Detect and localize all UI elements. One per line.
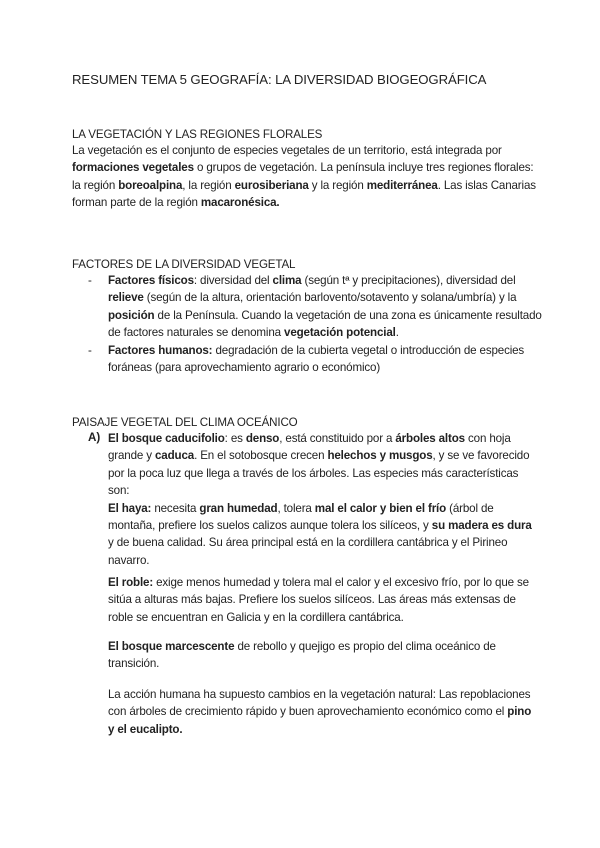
paragraph-marcescente: [108, 638, 540, 673]
paragraph-roble: [108, 574, 540, 626]
text-run: y la región: [308, 178, 367, 192]
text-run: : diversidad del: [193, 274, 273, 287]
bold-term: su madera es dura: [431, 519, 532, 533]
bold-term: El haya:: [108, 501, 152, 515]
text-run: de la Península. Cuando la vegetación de una zona es únicamente resultado de factores naturales se denomina: [108, 308, 542, 340]
bold-term: denso: [245, 432, 280, 445]
text-run: La acción humana ha supuesto cambios en la vegetación natural: Las repoblaciones con árboles de crecimiento rápido y buen aprovechamiento económico como el: [108, 688, 531, 719]
text-run: .: [395, 326, 399, 340]
text-run: : es: [224, 432, 246, 445]
text-run: (árbol de montaña, prefiere los suelos calizos aunque tolera los silíceos, y: [108, 501, 494, 533]
bold-term: relieve: [108, 291, 144, 305]
text-run: o grupos de vegetación. La península incluye tres regiones florales: la región: [72, 161, 534, 192]
text-run: , está constituido por a: [279, 432, 396, 445]
paragraph-caducifolio: [108, 430, 540, 569]
bold-term: El bosque marcescente: [108, 640, 235, 653]
list-letter: A): [88, 431, 101, 444]
bold-term: pino y el eucalipto.: [108, 705, 532, 736]
bold-term: eurosiberiana: [234, 178, 309, 192]
list-item: [72, 272, 542, 342]
text-run: degradación de la cubierta vegetal o introducción de especies foráneas (para aprovechamiento agrario o económico): [108, 343, 525, 375]
paragraph-accion-humana: [108, 686, 540, 738]
dash-bullet: -: [88, 343, 92, 357]
list-item: [72, 342, 542, 377]
section-heading-vegetacion: LA VEGETACIÓN Y LAS REGIONES FLORALES: [72, 128, 323, 141]
bold-term: caduca: [155, 449, 195, 463]
bold-term: El roble:: [108, 576, 154, 589]
bold-term: El bosque caducifolio: [108, 432, 225, 445]
text-run: , la región: [182, 178, 235, 192]
bold-term: mal el calor y bien el frío: [314, 501, 447, 515]
factores-list: [72, 272, 542, 376]
text-run: . Las islas Canarias forman parte de la región: [72, 178, 536, 210]
bold-term: gran humedad: [199, 501, 278, 515]
bold-term: clima: [272, 274, 302, 287]
bold-term: helechos y musgos: [327, 449, 433, 463]
document-title: RESUMEN TEMA 5 GEOGRAFÍA: LA DIVERSIDAD BIOGEOGRÁFICA: [72, 72, 487, 87]
bold-term: macaronésica.: [200, 196, 280, 210]
text-run: , tolera: [277, 501, 315, 515]
text-run: y de buena calidad. Su área principal está en la cordillera cantábrica y el Pirineo navarro.: [108, 536, 508, 567]
bold-term: mediterránea: [366, 178, 438, 192]
text-run: La vegetación es el conjunto de especies vegetales de un territorio, está integrada por: [72, 144, 502, 157]
text-run: (según tª y precipitaciones), diversidad del: [301, 274, 516, 287]
text-run: (según de la altura, orientación barlovento/sotavento y solana/umbría) y la: [143, 291, 517, 305]
paragraph-vegetacion: [72, 142, 542, 212]
bold-term: árboles altos: [395, 432, 465, 445]
bold-term: posición: [108, 308, 155, 322]
text-run: con hoja grande y: [108, 432, 511, 463]
text-run: de rebollo y quejigo es propio del clima oceánico de transición.: [108, 640, 496, 671]
section-heading-paisaje: PAISAJE VEGETAL DEL CLIMA OCEÁNICO: [72, 416, 298, 429]
bold-term: Factores humanos:: [108, 343, 213, 357]
bold-term: vegetación potencial: [284, 326, 396, 340]
bold-term: boreoalpina: [118, 178, 183, 192]
text-run: exige menos humedad y tolera mal el calor y el excesivo frío, por lo que se sitúa a alturas más bajas. Prefiere los suelos silíceos. Las áreas más extensas de roble se encuentran en Galicia y en la cordillera cantábrica.: [108, 576, 529, 624]
text-run: . En el sotobosque crecen: [194, 449, 328, 463]
text-run: , y se ve favorecido por la poca luz que llega a través de los árboles. Las especies más características son:: [108, 449, 530, 498]
bold-term: Factores físicos: [108, 274, 194, 287]
bold-term: formaciones vegetales: [72, 161, 194, 175]
dash-bullet: -: [88, 274, 92, 287]
text-run: necesita: [151, 501, 200, 515]
section-heading-factores: FACTORES DE LA DIVERSIDAD VEGETAL: [72, 258, 296, 271]
